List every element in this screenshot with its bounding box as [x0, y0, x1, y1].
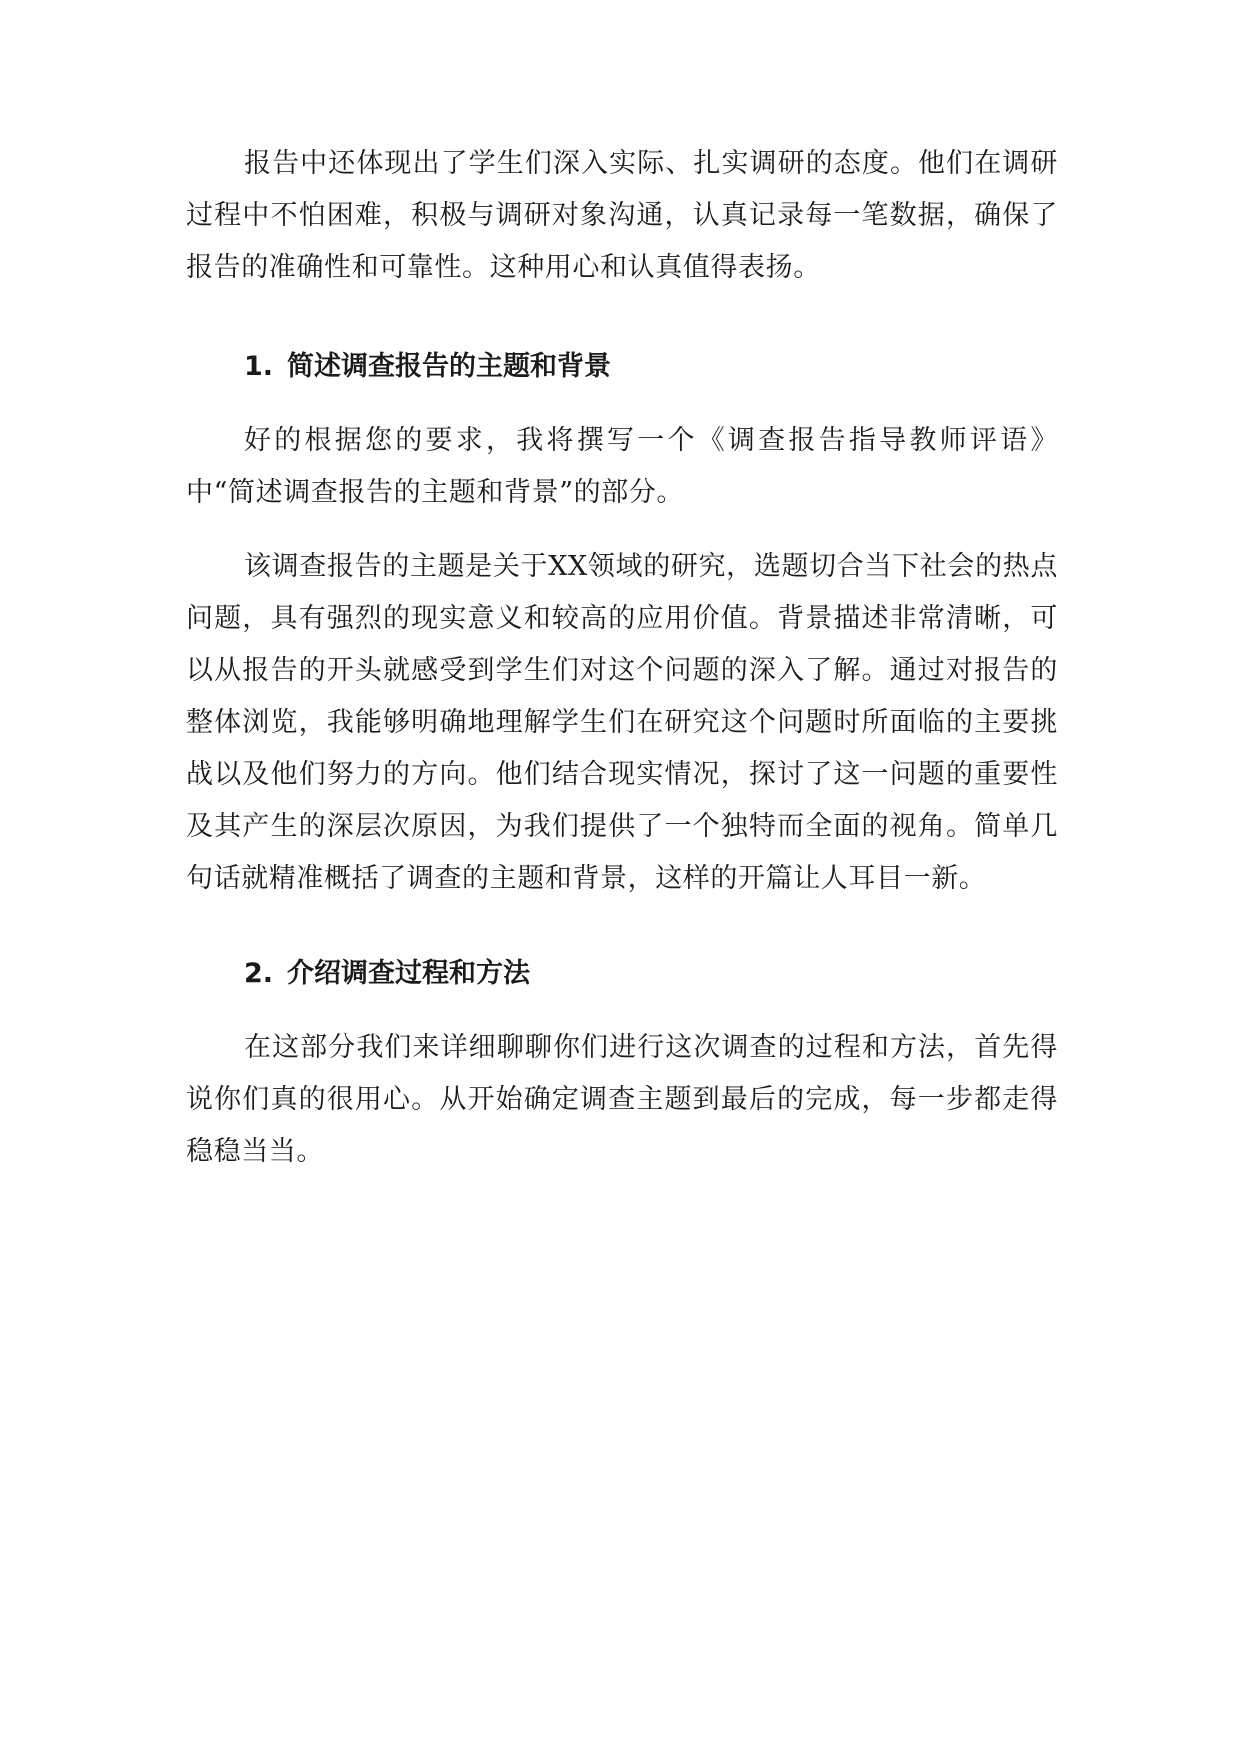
section-2-number: 2.: [244, 958, 274, 989]
section-1-number: 1.: [244, 351, 274, 382]
section-2-title: 介绍调查过程和方法: [287, 958, 531, 989]
section-1-heading: [186, 341, 1058, 393]
section-1-paragraph-1: 好的根据您的要求，我将撰写一个《调查报告指导教师评语》中“简述调查报告的主题和背景”的部分。: [186, 425, 1058, 508]
section-1-paragraph-2: 该调查报告的主题是关于XX领域的研究，选题切合当下社会的热点问题，具有强烈的现实意义和较高的应用价值。背景描述非常清晰，可以从报告的开头就感受到学生们对这个问题的深入了解。通过对报告的整体浏览，我能够明确地理解学生们在研究这个问题时所面临的主要挑战以及他们努力的方向。他们结合现实情况，探讨了这一问题的重要性及其产生的深层次原因，为我们提供了一个独特而全面的视角。简单几句话就精准概括了调查的主题和背景，这样的开篇让人耳目一新。: [186, 551, 1058, 894]
spacer: [186, 1000, 1058, 1022]
intro-paragraph: 报告中还体现出了学生们深入实际、扎实调研的态度。他们在调研过程中不怕困难，积极与调研对象沟通，认真记录每一笔数据，确保了报告的准确性和可靠性。这种用心和认真值得表扬。: [186, 148, 1058, 283]
section-1-title: 简述调查报告的主题和背景: [287, 351, 612, 382]
document-page: [186, 138, 1058, 1178]
spacer: [186, 393, 1058, 415]
spacer: [186, 519, 1058, 541]
spacer: [186, 294, 1058, 341]
spacer: [186, 905, 1058, 948]
section-2-paragraph-1: 在这部分我们来详细聊聊你们进行这次调查的过程和方法，首先得说你们真的很用心。从开始确定调查主题到最后的完成，每一步都走得稳稳当当。: [186, 1032, 1058, 1167]
section-2-heading: [186, 948, 1058, 1000]
